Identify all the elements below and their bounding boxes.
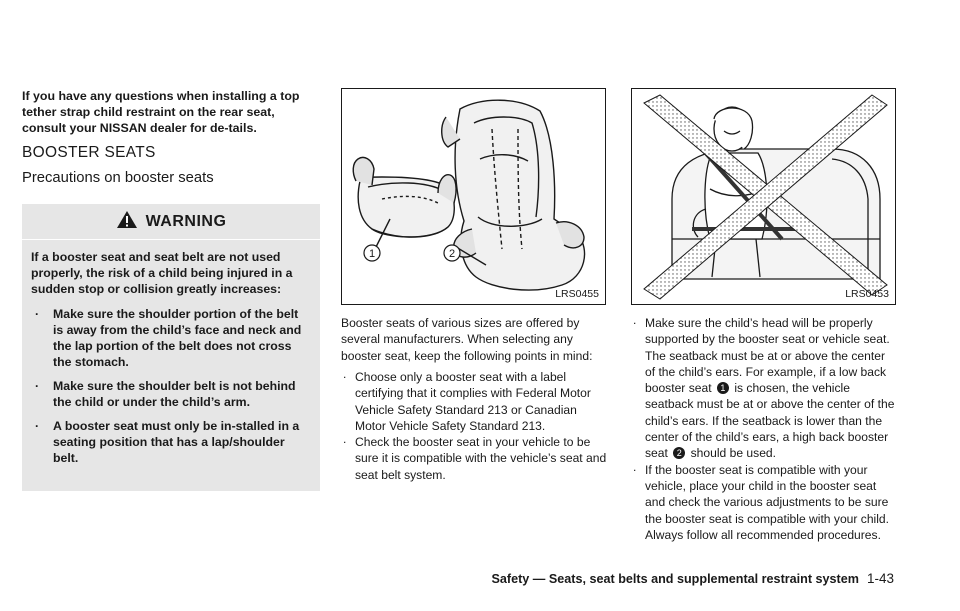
booster-checklist [341, 369, 608, 483]
ref-marker-1: 1 [717, 382, 729, 394]
booster-seats-figure [341, 88, 606, 305]
figure-code: LRS0453 [845, 288, 889, 300]
warning-text: If a booster seat and seat belt are not used properly, the risk of a child being injured in a sudden stop or collision greatly increases: [31, 250, 293, 296]
warning-item: . Make sure the shoulder belt is not behind the child or under the child’s arm. [31, 378, 311, 410]
booster-intro-paragraph: Booster seats of various sizes are offered by several manufacturers. When selecting any booster seat, keep the following points in mind: [341, 316, 593, 363]
warning-box [22, 204, 320, 491]
figure-code: LRS0455 [555, 288, 599, 300]
warning-body [22, 240, 320, 466]
booster-seats-illustration [342, 89, 606, 305]
section-heading: BOOSTER SEATS [22, 144, 156, 161]
warning-triangle-icon [116, 210, 138, 234]
list-item: . If the booster seat is compatible with your vehicle, place your child in the booster seat and check the various adjustments to be sure the booster seat is compatible with your child. Always follow all recommended procedures. [631, 462, 896, 543]
list-item: . Choose only a booster seat with a label certifying that it complies with Federal Motor Vehicle Safety Standard 213 or Canadian Motor Vehicle Safety Standard 213. [341, 369, 608, 434]
footer-section-title: Safety — Seats, seat belts and supplemental restraint system [491, 572, 859, 586]
page-footer [492, 571, 895, 586]
warning-item: . Make sure the shoulder portion of the belt is away from the child’s face and neck and the lap portion of the belt does not cross the stomach. [31, 306, 311, 370]
improper-use-illustration [632, 89, 896, 305]
list-item: . Check the booster seat in your vehicle to be sure it is compatible with the vehicle’s seat and seat belt system. [341, 434, 608, 483]
subsection-heading: Precautions on booster seats [22, 170, 214, 186]
callout-2-label: 2 [448, 248, 456, 260]
ref-marker-2: 2 [673, 447, 685, 459]
low-back-booster-illustration [353, 157, 456, 237]
fitting-checklist [631, 315, 896, 543]
intro-paragraph: If you have any questions when installing a top tether strap child restraint on the rear seat, consult your NISSAN dealer for de-tails. [22, 89, 300, 136]
improper-use-figure [631, 88, 896, 305]
item-text: Make sure the child’s head will be properly supported by the booster seat or vehicle seat. The seatback must be at or above the center of the child’s ears. For example, if a low back booster seat [645, 316, 890, 396]
warning-list [31, 306, 311, 466]
warning-header [22, 204, 320, 240]
high-back-booster-illustration [442, 100, 585, 290]
item-text: is chosen, the vehicle seatback must be at or above the center of the child’s ears. If the seatback is lower than the center of the child’s ears, a high back booster seat [645, 381, 895, 461]
callout-1-label: 1 [368, 248, 376, 260]
warning-item: . A booster seat must only be in-stalled in a seating position that has a lap/shoulder belt. [31, 418, 311, 466]
warning-title: WARNING [145, 212, 227, 230]
item-text: should be used. [690, 446, 777, 461]
list-item [631, 315, 896, 462]
page-number: 1-43 [866, 571, 894, 586]
